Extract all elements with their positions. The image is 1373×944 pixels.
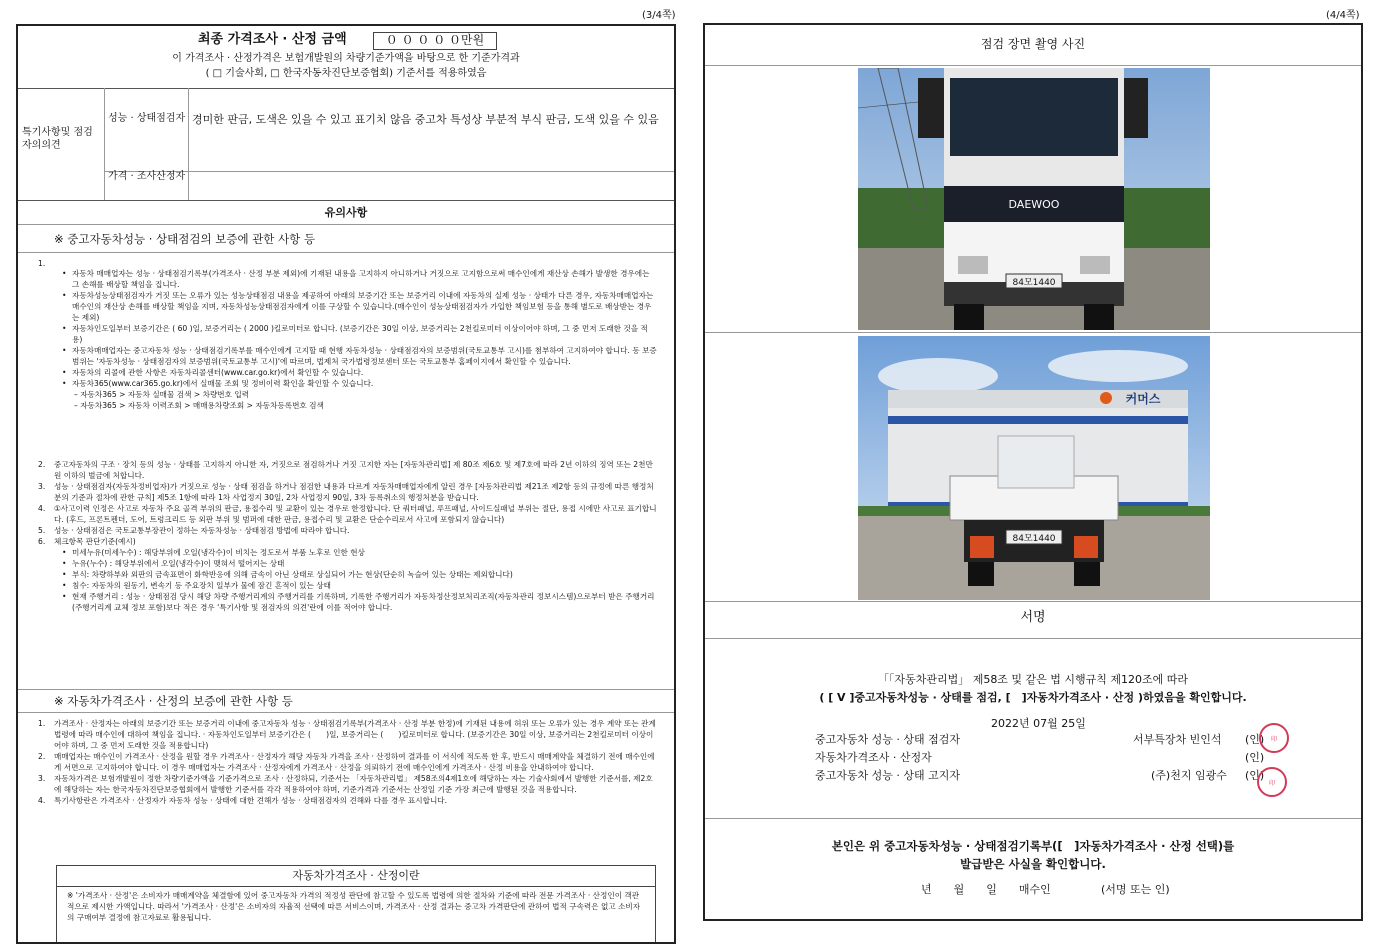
item-text: ①사고이력 인정은 사고로 자동차 주요 골격 부위의 판금, 용접수리 및 교환이 있는 경우로 한정합니다. 단 쿼터패널, 루프패널, 사이드실패널 부위는 절단, 용접 시에만 사고로 표기합니다. (후드, 프론트펜더, 도어, 트렁크리드 등 외판 부위 및 범퍼에 대한 판금, 용접수리 및 교환은 단순수리로서 사고에 포함되지 않습니다): [54, 504, 657, 524]
item-text: 가격조사 · 산정자는 아래의 보증기간 또는 보증거리 이내에 중고자동차 성능 · 상태점검기록부(가격조사 · 산정 부분 한정)에 기재된 내용에 허위 또는 오류가 있는 경우 계약 또는 관계법령에 따라 매수인에 대하여 책임을 집니다. · 자동차인도일부터 보증기간은 ( )일, 보증거리는 ( )킬로미터로 합니다. (보증기간은 30일 이상, 보증거리는 2천킬로미터 이상이어야 하며, 그 중 먼저 도래한 것을 적용합니다): [54, 719, 656, 750]
seal-mark: (인): [1245, 733, 1265, 746]
signature-header: 서명: [1020, 610, 1046, 625]
buyer-signature-field: (서명 또는 인): [1101, 883, 1170, 896]
inspector-seal-stamp: 印: [1259, 723, 1289, 753]
law-statement-2: ( [ V ]중고자동차성능 · 상태를 점검, [ ]자동차가격조사 · 산정 )하였음을 확인합니다.: [819, 691, 1247, 704]
item-number: 2.: [38, 752, 46, 761]
item-number: 1.: [38, 259, 46, 268]
notifier-seal-stamp: 印: [1257, 767, 1287, 797]
section-2-items: [38, 718, 658, 806]
item-number: 3.: [38, 774, 46, 783]
truck-rear-photo: [858, 336, 1210, 600]
item-number: 4.: [38, 796, 46, 805]
right-form: [703, 23, 1363, 921]
bullet-text: 부식: 차량하부와 외판의 금속표면이 화학반응에 의해 금속이 아닌 상태로 상실되어 가는 현상(단순히 녹슬어 있는 상태는 제외합니다): [72, 570, 513, 579]
bullet-text: 미세누유(미세누수) : 해당부위에 오일(냉각수)이 비치는 정도로서 부품 노후로 인한 현상: [72, 548, 365, 557]
section-2-title: ※ 자동차가격조사 · 산정의 보증에 관한 사항 등: [54, 694, 293, 708]
item-number: 5.: [38, 526, 46, 535]
special-remarks-label: 특기사항및 점검자의의견: [22, 127, 93, 151]
truck-front-illustration: [858, 68, 1210, 330]
left-form: [16, 24, 676, 944]
subtitle-line-2: ( □ 기술사회, □ 한국자동차진단보증협회) 기준서를 적용하였음: [205, 68, 487, 79]
page-number: (3/4쪽): [642, 10, 676, 21]
section-1-items: 2. 중고자동차의 구조 · 장치 등의 성능 · 상태를 고지하지 아니한 자, 거짓으로 점검하거나 거짓 고지한 자는 [자동차관리법] 제 80조 제6호 및 제7호에 따라 2년 이하의 징역 또는 2천만원 이하의 벌금에 처합니다. 3. 성능 · 상태점검자(자동차정비업자)가 거짓으로 성능 · 상태 점검을 하거나 점검한 내용과 다르게 자동차매매업자에게 알린 경우 [자동차관리법 제21조 제2항 등의 규정에 따른 행정처분의 기준과 절차에 관한 규칙] 제5조 1항에 따라 1차 사업정지 30일, 2차 사업정지 90일, 3차 등록취소의 행정처분을 받습니다. 4. ①사고이력 인정은 사고로 자동차 주요 골격 부위의 판금, 용접수리 및 교환이 있는 경우로 한정합니다. 단 쿼터패널, 루프패널, 사이드실패널 부위는 절단, 용접 시에만 사고로 표기합니다. (후드, 프론트펜더, 도어, 트렁크리드 등 외판 부위 및 범퍼에 대한 판금, 용접수리 및 교환은 단순수리로서 사고에 포함되지 않습니다) 5. 성능 · 상태점검은 국토교통부장관이 정하는 자동차성능 · 상태점검 방법에 따라야 합니다. 6. 체크항목 판단기준(예시) • 미세누유(미세누수) : 해당부위에 오일(냉각수)이 비치는 정도로서 부품 노후로 인한 현상 • 누유(누수) : 해당부위에서 오일(냉각수)이 맺혀서 떨어지는 상태 • 부식: 차량하부와 외판의 금속표면이 화학반응에 의해 금속이 아닌 상태로 상실되어 가는 현상(단순히 녹슬어 있는 상태는 제외합니다) • 침수: 자동차의 원동기, 변속기 등 주요장치 일부가 물에 잠긴 흔적이 있는 상태 • 현재 주행거리 : 성능 · 상태점검 당시 해당 차량 주행거리계의 주행거리를 기록하며, 기록한 주행거리가 자동차정산정보처리조직(자동차관리 정보시스템)으로부터 받은 주행거리(주행거리계 교체 정보 포함)보다 적은 경우 '특기사항 및 점검자의 의견'란에 이를 적어야 합니다.: [38, 460, 657, 612]
seal-mark: (인): [1245, 769, 1265, 782]
bullet-text: 침수: 자동차의 원동기, 변속기 등 주요장치 일부가 물에 잠긴 흔적이 있는 상태: [72, 581, 331, 590]
item-text: 자동차가격은 보험개발원이 정한 차량기준가액을 기준가격으로 조사 · 산정하되, 기준서는 「자동차관리법」 제58조의4제1호에 해당하는 자는 기술사회에서 발행한 기준서를, 제2호에 해당하는 자는 한국자동차진단보증협회에서 발행한 기준서를 각각 적용하여야 하며, 기준가격과 기준서는 산정일 기준 가장 최근에 발행된 것을 적용합니다.: [54, 774, 653, 794]
signer-role: 자동차가격조사 · 산정자: [815, 751, 932, 764]
bullet-text: 자동차 매매업자는 성능 · 상태점검기록부(가격조사 · 산정 부분 제외)에 기재된 내용을 고지하지 아니하거나 거짓으로 고지함으로써 매수인에게 재산상 손해가 발생한 경우에는 그 손해를 배상할 책임을 집니다.: [72, 269, 650, 289]
bullet-text: 현재 주행거리 : 성능 · 상태점검 당시 해당 차량 주행거리계의 주행거리를 기록하며, 기록한 주행거리가 자동차정산정보처리조직(자동차관리 정보시스템)으로부터 받은 주행거리(주행거리계 교체 정보 포함)보다 적은 경우 '특기사항 및 점검자의 의견'란에 이를 적어야 합니다.: [72, 592, 655, 612]
law-statement-1: 「「자동차관리법」 제58조 및 같은 법 시행규칙 제120조에 따라: [877, 673, 1189, 686]
item-number: 2.: [38, 460, 46, 469]
section-1-title: ※ 중고자동차성능 · 상태점검의 보증에 관한 사항 등: [54, 232, 316, 246]
item-text: 매매업자는 매수인이 가격조사 · 산정을 원할 경우 가격조사 · 산정자가 해당 자동차 가격을 조사 · 산정하여 결과를 이 서식에 적도록 한 후, 반드시 매매계약을 체결하기 전에 매수인에게 서면으로 고지하여야 합니다. 이 경우 매매업자는 가격조사 · 산정자에게 가격조사 · 산정을 의뢰하기 전에 매수인에게 가격조사 · 산정 비용을 안내하여야 합니다.: [54, 752, 655, 772]
signer-role: 중고자동차 성능 · 상태 고지자: [815, 769, 960, 782]
item-text: 중고자동차의 구조 · 장치 등의 성능 · 상태를 고지하지 아니한 자, 거짓으로 점검하거나 거짓 고지한 자는 [자동차관리법] 제 80조 제6호 및 제7호에 따라 2년 이하의 징역 또는 2천만원 이하의 벌금에 처합니다.: [54, 460, 653, 480]
brand-label: DAEWOO: [1008, 198, 1060, 211]
info-box-title: 자동차가격조사 · 산정이란: [292, 869, 420, 882]
item-text: 특기사항란은 가격조사 · 산정자가 자동차 성능 · 상태에 대한 견해가 성능 · 상태점검자의 견해와 다를 경우 표시합니다.: [54, 796, 448, 805]
info-box-text: ※ '가격조사 · 산정'은 소비자가 매매계약을 체결함에 있어 중고자동차 가격의 적정성 판단에 참고할 수 있도록 법령에 의한 절차와 기준에 따라 전문 가격조사 · 산정인이 객관적으로 제시한 가액입니다. 따라서 '가격조사 · 산정'은 소비자의 자율적 선택에 따른 서비스이며, 가격조사 · 산정 결과는 중고차 가격판단에 관하여 법적 구속력은 없고 소비자의 구매여부 결정에 참고자료로 활용됩니다.: [67, 891, 641, 922]
item-number: 1.: [38, 719, 46, 728]
price-assessor-label: 가격 · 조사산정자: [108, 171, 186, 182]
signer-name: (주)천지 임광수: [1151, 769, 1227, 782]
inspector-label: 성능 · 상태점검자: [108, 113, 186, 124]
item-number: 4.: [38, 504, 46, 513]
section-1-bullets: • 자동차 매매업자는 성능 · 상태점검기록부(가격조사 · 산정 부분 제외)에 기재된 내용을 고지하지 아니하거나 거짓으로 고지함으로써 매수인에게 재산상 손해가 발생한 경우에는 그 손해를 배상할 책임을 집니다. • 자동차성능상태점검자가 거짓 또는 오류가 있는 성능상태점검 내용을 제공하여 아래의 보증기간 또는 보증거리 이내에 자동차의 실제 성능 · 상태가 다른 경우, 자동차매매업자는 매수인의 재산상 손해를 배상할 책임을 지며, 자동차성능상태점검자에게 이를 구상할 수 있습니다.(매수인이 성능상태점검자가 가입한 책임보험 등을 통해 별도로 배상받는 경우는 제외) • 자동차인도일부터 보증기간은 ( 60 )일, 보증거리는 ( 2000 )킬로미터로 합니다. (보증기간은 30일 이상, 보증거리는 2천킬로미터 이상이어야 하며, 그 중 먼저 도래한 것을 적용) • 자동차매매업자는 중고자동차 성능 · 상태점검기록부를 매수인에게 고지할 때 현행 자동차성능 · 상태점검자의 보증범위(국토교통부 고시)를 첨부하여 고지하여야 합니다. 동 보증범위는 '자동차성능 · 상태점검자의 보증범위(국토교통부 고시)'에 따르며, 법제처 국가법령정보센터 또는 국토교통부 홈페이지에서 확인할 수 있습니다. • 자동차의 리콜에 관한 사항은 자동차리콜센터(www.car.go.kr)에서 확인할 수 있습니다. • 자동차365(www.car365.go.kr)에서 실매물 조회 및 정비이력 확인을 확인할 수 있습니다. – 자동차365 > 자동차 실매물 검색 > 차량번호 입력 – 자동차365 > 자동차 이력조회 > 매매용차량조회 > 자동차등록번호 검색: [62, 269, 657, 410]
page-number: (4/4쪽): [1326, 10, 1360, 21]
bullet-text: 자동차매매업자는 중고자동차 성능 · 상태점검기록부를 매수인에게 고지할 때 현행 자동차성능 · 상태점검자의 보증범위(국토교통부 고시)를 첨부하여 고지하여야 합니다. 동 보증범위는 '자동차성능 · 상태점검자의 보증범위(국토교통부 고시)'에 따르며, 법제처 국가법령정보센터 또는 국토교통부 홈페이지에서 확인할 수 있습니다.: [72, 346, 657, 366]
bullet-text: 자동차인도일부터 보증기간은 ( 60 )일, 보증거리는 ( 2000 )킬로미터로 합니다. (보증기간은 30일 이상, 보증거리는 2천킬로미터 이상이어야 하며, 그 중 먼저 도래한 것을 적용): [72, 324, 648, 344]
license-plate: 84모1440: [1012, 534, 1056, 544]
item-number: 3.: [38, 482, 46, 491]
notice-header: 유의사항: [324, 206, 368, 219]
item-text: 성능 · 상태점검은 국토교통부장관이 정하는 자동차성능 · 상태점검 방법에 따라야 합니다.: [54, 526, 350, 535]
buyer-confirm-2: 발급받은 사실을 확인합니다.: [960, 857, 1106, 871]
bullet-text: 자동차성능상태점검자가 거짓 또는 오류가 있는 성능상태점검 내용을 제공하여 아래의 보증기간 또는 보증거리 이내에 자동차의 실제 성능 · 상태가 다른 경우, 자동차매매업자는 매수인의 재산상 손해를 배상할 책임을 지며, 자동차성능상태점검자에게 이를 구상할 수 있습니다.(매수인이 성능상태점검자가 가입한 책임보험 등을 통해 별도로 배상받는 경우는 제외): [72, 291, 654, 322]
bullet-subtext: – 자동차365 > 자동차 이력조회 > 매매용차량조회 > 자동차등록번호 검색: [74, 401, 324, 410]
page-title: 최종 가격조사 · 산정 금액: [198, 32, 347, 47]
photo-section-title: 점검 장면 촬영 사진: [980, 37, 1086, 51]
subtitle-line-1: 이 가격조사 · 산정가격은 보험개발원의 차량기준가액을 바탕으로 한 기준가격과: [172, 53, 520, 64]
truck-rear-illustration: [858, 336, 1210, 600]
building-sign: 커머스: [1125, 392, 1161, 406]
seal-mark: (인): [1245, 751, 1265, 764]
buyer-date-line: 년 월 일 매수인: [921, 883, 1051, 896]
signer-role: 중고자동차 성능 · 상태 점검자: [815, 733, 960, 746]
item-text: 체크항목 판단기준(예시): [54, 537, 136, 546]
bullet-text: 자동차의 리콜에 관한 사항은 자동차리콜센터(www.car.go.kr)에서 확인할 수 있습니다.: [72, 368, 364, 377]
sign-date: 2022년 07월 25일: [991, 717, 1086, 730]
truck-front-photo: [858, 68, 1210, 330]
bullet-subtext: – 자동차365 > 자동차 실매물 검색 > 차량번호 입력: [74, 390, 250, 399]
buyer-confirm-1: 본인은 위 중고자동차성능 · 상태점검기록부([ ]자동차가격조사 · 산정 선택)를: [831, 839, 1235, 853]
item-text: 성능 · 상태점검자(자동차정비업자)가 거짓으로 성능 · 상태 점검을 하거나 점검한 내용과 다르게 자동차매매업자에게 알린 경우 [자동차관리법 제21조 제2항 등의 규정에 따른 행정처분의 기준과 절차에 관한 규칙] 제5조 1항에 따라 1차 사업정지 30일, 2차 사업정지 90일, 3차 등록취소의 행정처분을 받습니다.: [54, 482, 654, 502]
left-page: [0, 0, 686, 935]
amount-box: ０ ０ ０ ０ ０만원: [373, 32, 497, 50]
right-page: [686, 0, 1373, 935]
bullet-text: 자동차365(www.car365.go.kr)에서 실매물 조회 및 정비이력 확인을 확인할 수 있습니다.: [72, 379, 374, 388]
license-plate: 84모1440: [1012, 278, 1056, 288]
item-number: 6.: [38, 537, 46, 546]
price-assessment-info-box: [56, 865, 656, 944]
signer-name: 서부특장차 빈인석: [1133, 733, 1222, 746]
inspector-opinion: 경미한 판금, 도색은 있을 수 있고 표기치 않음 중고차 특성상 부분적 부식 판금, 도색 있을 수 있음: [192, 113, 659, 126]
bullet-text: 누유(누수) : 해당부위에서 오일(냉각수)이 맺혀서 떨어지는 상태: [72, 559, 285, 568]
